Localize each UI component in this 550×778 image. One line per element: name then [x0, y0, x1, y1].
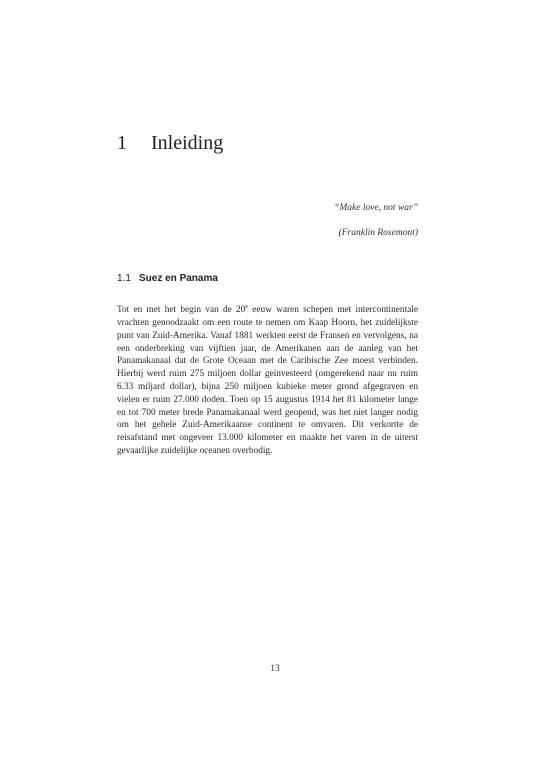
- epigraph-quote: “Make love, not war”: [334, 203, 418, 213]
- chapter-title: Inleiding: [151, 132, 224, 154]
- century-superscript: e: [245, 304, 248, 311]
- body-paragraph: [117, 304, 418, 458]
- epigraph-attribution: (Franklin Rosemont): [338, 228, 418, 238]
- body-text-rest: eeuw waren schepen met intercontinentale vrachten genoodzaakt om een route te nemen om Kaap Hoorn, het zuidelijkste punt van Zuid-Amerika. Vanaf 1881 werkten eerst de Fransen en vervolgens, na een onderbreking van vijftien jaar, de Amerikanen aan de aanleg van het Panamakanaal dat de Grote Oceaan met de Caribische Zee moest verbinden. Hierbij werd ruim 275 miljoen dollar geïnvesteerd (omgerekend naar nu ruim 6.33 miljard dollar), bijna 250 miljoen kubieke meter grond afgegraven en vielen er ruim 27.000 doden. Toen op 15 augustus 1914 het 81 kilometer lange en tot 700 meter brede Panamakanaal werd geopend, was het niet langer nodig om het gehele Zuid-Amerikaanse continent te omvaren. Dit verkortte de reisafstand met ongeveer 13.000 kilometer en maakte het varen in de uiterst gevaarlijke zuidelijke oceanen overbodig.: [117, 305, 418, 457]
- page-number: 13: [270, 664, 280, 674]
- section-title: Suez en Panama: [139, 273, 218, 284]
- body-text-start: Tot en met het begin van de 20: [117, 305, 246, 316]
- chapter-number: 1: [117, 132, 127, 154]
- section-heading: [117, 272, 218, 286]
- chapter-heading: [117, 131, 223, 155]
- epigraph: [334, 202, 418, 240]
- section-number: 1.1: [117, 273, 131, 284]
